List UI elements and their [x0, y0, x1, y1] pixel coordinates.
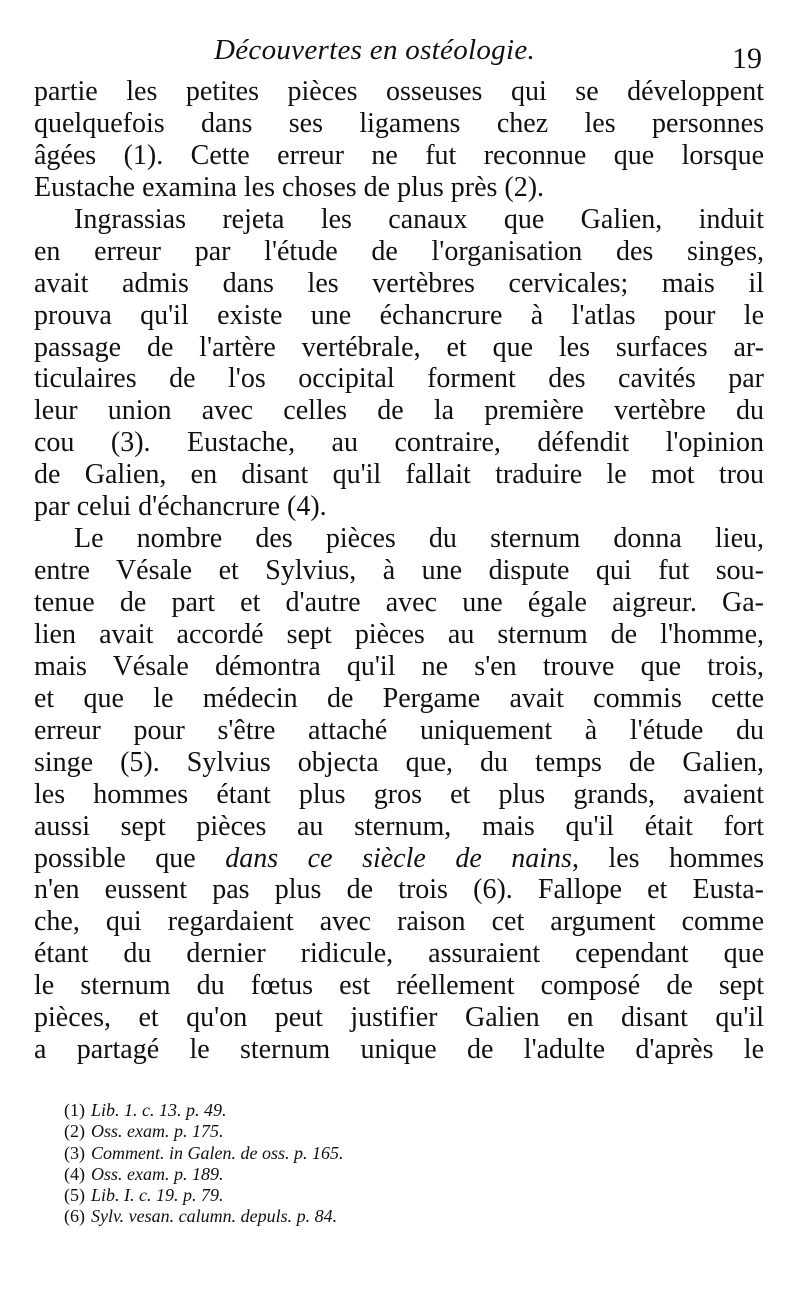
footnote-reference: Comment. in Galen. de oss. p. 165. — [91, 1142, 344, 1163]
text-line: erreur pour s'être attaché uniquement à l'étude du — [34, 714, 764, 746]
footnote-number: (4) — [64, 1163, 85, 1184]
page-header — [34, 34, 762, 78]
footnote-reference: Oss. exam. p. 189. — [91, 1163, 224, 1184]
text-line: avait admis dans les vertèbres cervicales; mais il — [34, 267, 764, 299]
text-line: a partagé le sternum unique de l'adulte d'après le — [34, 1034, 764, 1066]
footnote — [64, 1100, 584, 1121]
text-line: ticulaires de l'os occipital forment des cavités par — [34, 363, 764, 395]
text-line: les hommes étant plus gros et plus grands, avaient — [34, 778, 764, 810]
text-line: tenue de part et d'autre avec une égale aigreur. Ga- — [34, 587, 764, 618]
text-line: aussi sept pièces au sternum, mais qu'il était fort — [34, 810, 764, 842]
text-line — [34, 843, 764, 875]
text-line: Ingrassias rejeta les canaux que Galien, induit — [74, 203, 764, 235]
text-segment: possible que — [34, 842, 226, 874]
text-line: pièces, et qu'on peut justifier Galien en disant qu'il — [34, 1002, 764, 1034]
footnote-number: (2) — [64, 1121, 85, 1142]
footnote-number: (3) — [64, 1142, 85, 1163]
text-line: âgées (1). Cette erreur ne fut reconnue que lorsque — [34, 139, 764, 171]
footnote-number: (1) — [64, 1100, 85, 1120]
text-line: entre Vésale et Sylvius, à une dispute qui fut sou- — [34, 555, 764, 587]
text-line: leur union avec celles de la première vertèbre du — [34, 395, 764, 427]
italic-phrase: dans ce siècle de nains — [225, 842, 572, 874]
footnote-reference: Oss. exam. p. 175. — [91, 1121, 224, 1142]
text-line: de Galien, en disant qu'il fallait traduire le mot trou — [34, 459, 764, 491]
text-line: quelquefois dans ses ligamens chez les personnes — [34, 107, 764, 139]
text-line: mais Vésale démontra qu'il ne s'en trouve que trois, — [34, 650, 764, 682]
text-line: singe (5). Sylvius objecta que, du temps de Galien, — [34, 746, 764, 778]
footnote — [64, 1206, 584, 1227]
text-line: le sternum du fœtus est réellement composé de sept — [34, 970, 764, 1002]
text-line: en erreur par l'étude de l'organisation des singes, — [34, 235, 764, 267]
footnote-reference: Sylv. vesan. calumn. depuls. p. 84. — [91, 1206, 338, 1227]
footnote-number: (5) — [64, 1185, 85, 1206]
text-line: prouva qu'il existe une échancrure à l'atlas pour le — [34, 299, 764, 331]
text-line: n'en eussent pas plus de trois (6). Fallope et Eusta- — [34, 874, 764, 906]
text-line: cou (3). Eustache, au contraire, défendit l'opinion — [34, 427, 764, 459]
text-line: che, qui regardaient avec raison cet argument comme — [34, 906, 764, 938]
text-line: Le nombre des pièces du sternum donna lieu, — [74, 523, 764, 555]
text-line: étant du dernier ridicule, assuraient cependant que — [34, 938, 764, 970]
page-number: 19 — [732, 42, 762, 75]
footnote-reference: Lib. 1. c. 13. p. 49. — [91, 1100, 227, 1120]
text-line: partie les petites pièces osseuses qui se développent — [34, 76, 764, 107]
text-line: et que le médecin de Pergame avait commis cette — [34, 682, 764, 714]
text-line: lien avait accordé sept pièces au sternum de l'homme, — [34, 618, 764, 650]
footnotes — [64, 1100, 584, 1228]
running-title: Découvertes en ostéologie. — [214, 34, 536, 66]
body-text — [34, 76, 764, 1066]
footnote — [64, 1185, 584, 1206]
footnote — [64, 1164, 584, 1185]
footnote-number: (6) — [64, 1206, 85, 1227]
text-segment: , les hommes — [571, 842, 764, 874]
text-line: Eustache examina les choses de plus près (2). — [34, 171, 545, 203]
text-line: par celui d'échancrure (4). — [34, 491, 327, 523]
text-line: passage de l'artère vertébrale, et que les surfaces ar- — [34, 331, 764, 363]
footnote — [64, 1143, 584, 1164]
footnote-reference: Lib. I. c. 19. p. 79. — [91, 1185, 224, 1206]
footnote — [64, 1121, 584, 1142]
